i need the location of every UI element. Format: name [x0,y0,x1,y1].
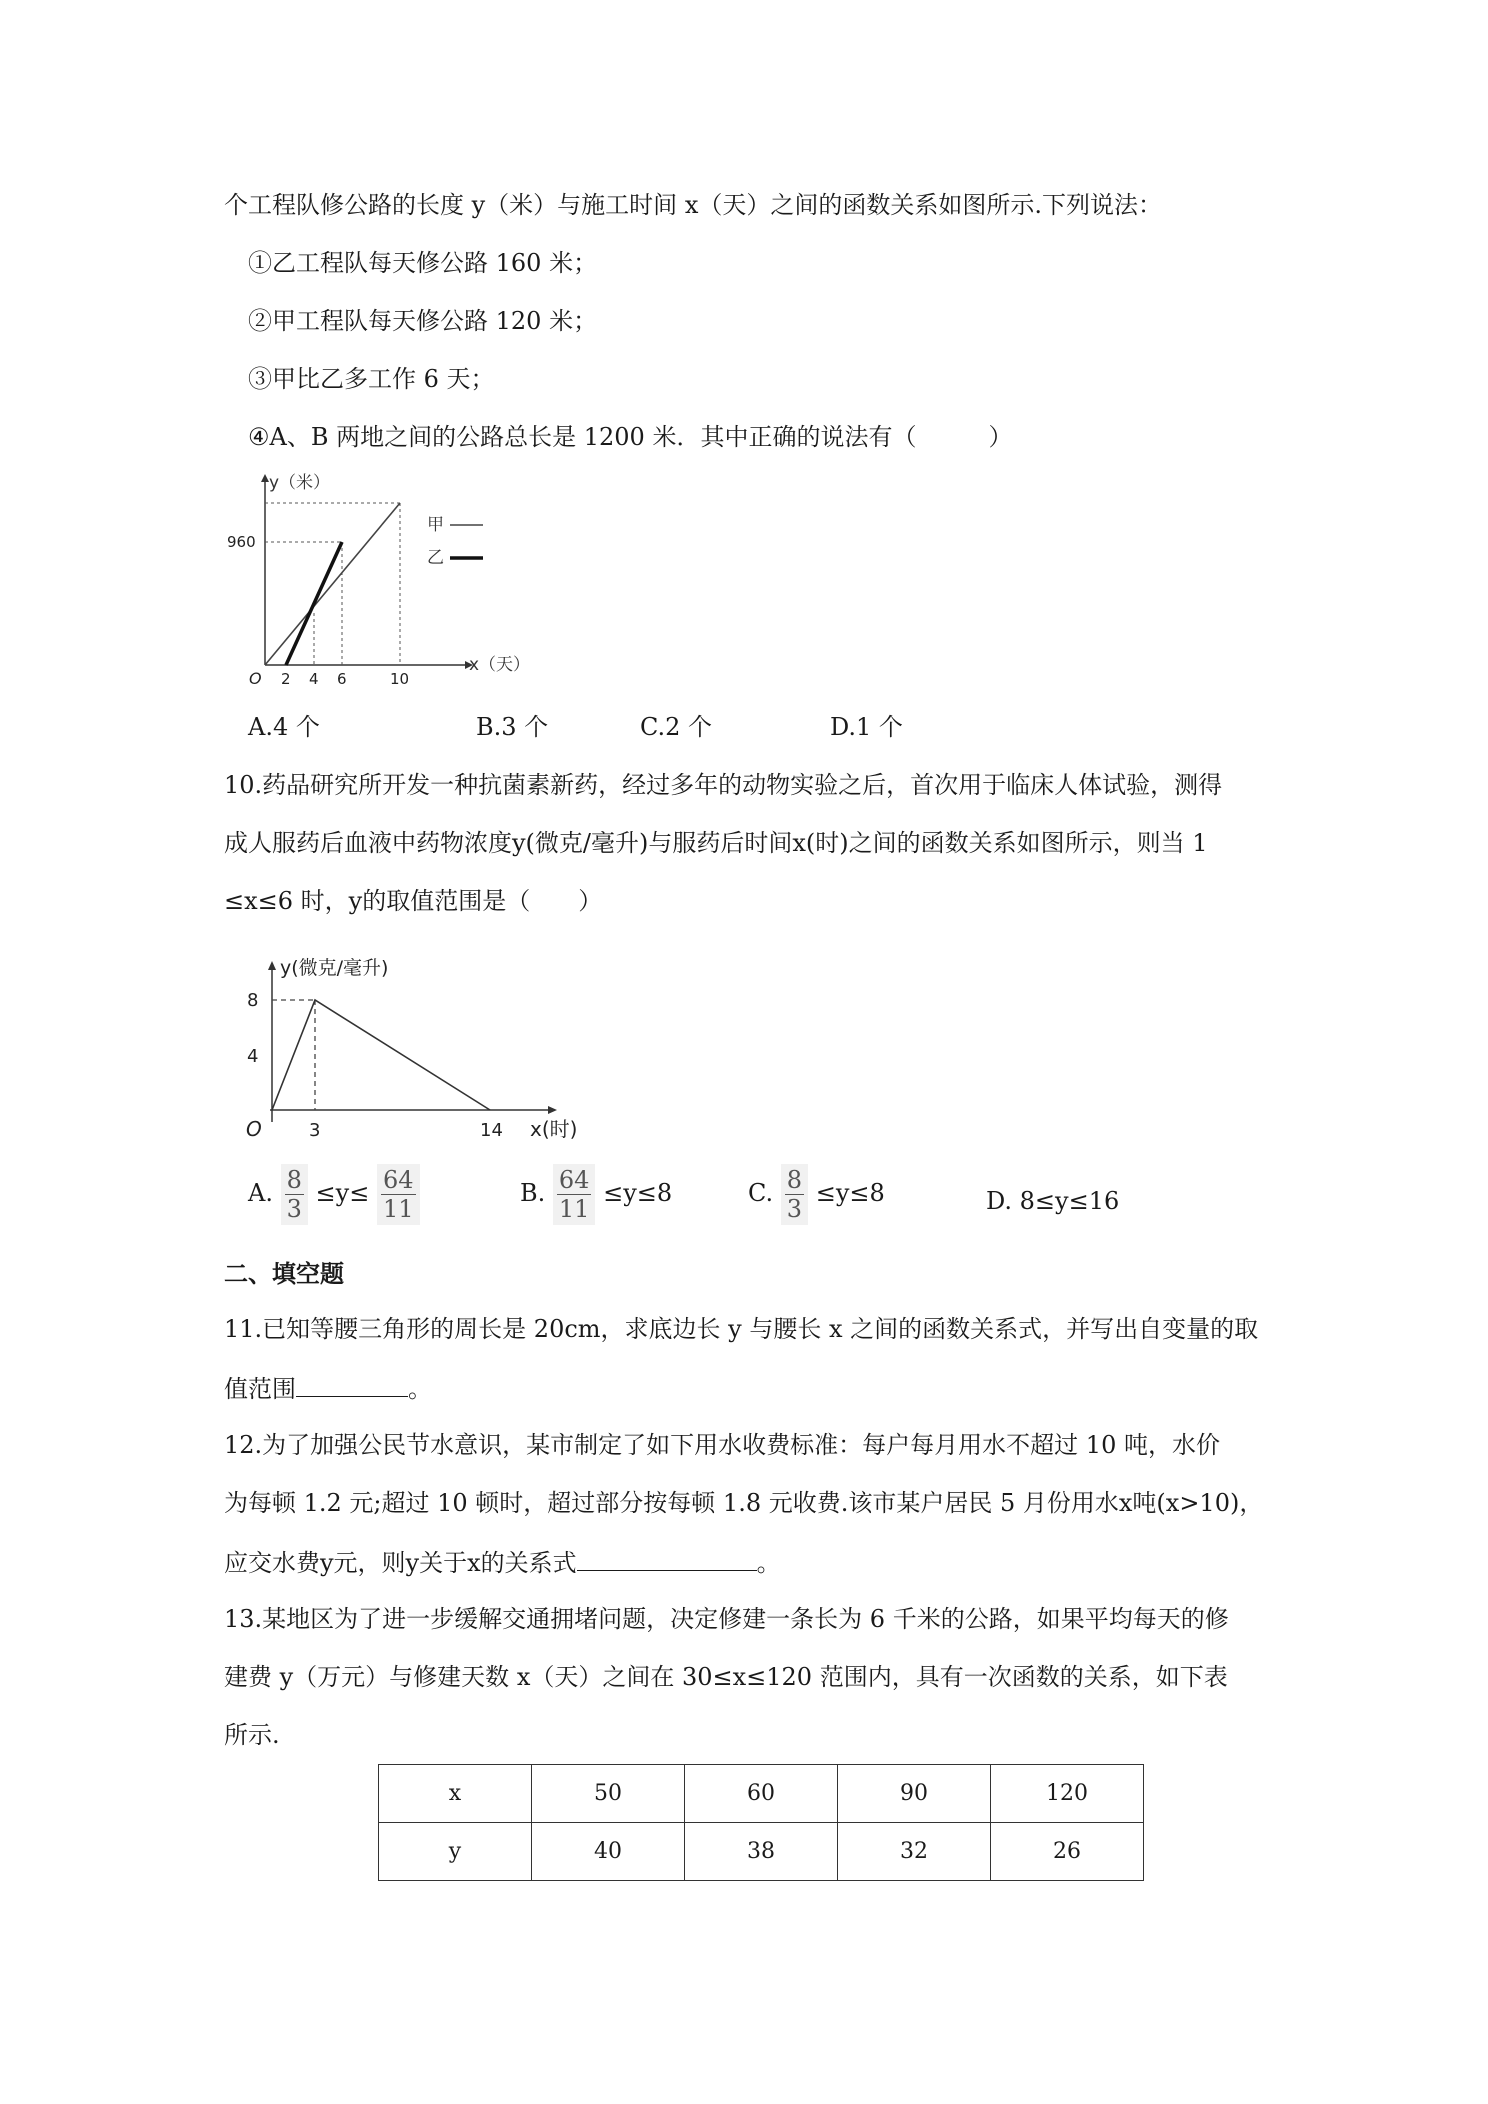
q10-line-2: 成人服药后血液中药物浓度y(微克/毫升)与服药后时间x(时)之间的函数关系如图所示，则当 1 [224,829,1208,857]
q13-line-3: 所示. [224,1721,280,1749]
q11-answer-blank[interactable] [296,1370,408,1397]
q10-option-d: D. 8≤y≤16 [986,1187,1120,1215]
q12-line-2: 为每顿 1.2 元;超过 10 顿时，超过部分按每顿 1.8 元收费.该市某户居民 5 月份用水x吨(x>10)， [224,1489,1264,1517]
q9-figure [225,470,555,690]
q9-option-c: C.2 个 [640,713,713,741]
q9-option-d: D.1 个 [830,713,903,741]
q9-statement-3: ③甲比乙多工作 6 天； [248,365,495,393]
q10-ytick-4: 4 [247,1046,259,1067]
q13-line-1: 13.某地区为了进一步缓解交通拥堵问题，决定修建一条长为 6 千米的公路，如果平均每天的修 [224,1605,1229,1633]
q11-line-2: 值范围 。 [224,1370,432,1406]
table-row [379,1823,1144,1881]
q10-option-c: C. $\frac{8}{3}$ ≤y≤8 [748,1166,885,1223]
q13-line-2: 建费 y（万元）与修建天数 x（天）之间在 30≤x≤120 范围内，具有一次函数的关系，如下表 [224,1663,1228,1691]
legend-yi-label: 乙 [427,548,444,568]
q10-ylabel: y(微克/毫升) [280,957,389,979]
q9-xtick-10: 10 [390,670,410,688]
q10-figure [232,952,602,1152]
table-cell: x [379,1765,532,1823]
table-cell: 40 [532,1823,685,1881]
q9-option-a: A.4 个 [248,713,320,741]
table-cell: 120 [991,1765,1144,1823]
q10-line-3: ≤x≤6 时，y的取值范围是（ ） [224,887,603,915]
q10-xtick-3: 3 [309,1120,321,1141]
q10-xlabel: x(时) [530,1117,578,1141]
q10-line-1: 10.药品研究所开发一种抗菌素新药，经过多年的动物实验之后，首次用于临床人体试验，测得 [224,771,1223,799]
table-cell: 38 [685,1823,838,1881]
table-cell: 90 [838,1765,991,1823]
q9-xtick-2: 2 [281,670,291,688]
q13-table [378,1764,1144,1881]
q10-xtick-14: 14 [480,1120,503,1141]
q11-line-1: 11.已知等腰三角形的周长是 20cm，求底边长 y 与腰长 x 之间的函数关系式，并写出自变量的取 [224,1315,1259,1343]
section-title: 二、填空题 [224,1260,344,1288]
q9-statement-1: ①乙工程队每天修公路 160 米； [248,249,598,277]
table-cell: 32 [838,1823,991,1881]
concentration-line [272,1000,490,1110]
q10-option-b: B. $\frac{64}{11}$ ≤y≤8 [520,1166,673,1223]
q10-ytick-8: 8 [247,990,259,1011]
q9-xlabel: x（天） [469,655,531,675]
table-row [379,1765,1144,1823]
legend-jia-label: 甲 [427,515,444,535]
q10-origin: O [246,1117,262,1141]
q9-option-b: B.3 个 [476,713,549,741]
table-cell: 26 [991,1823,1144,1881]
table-cell: 50 [532,1765,685,1823]
q12-line-1: 12.为了加强公民节水意识，某市制定了如下用水收费标准：每户每月用水不超过 10 吨，水价 [224,1431,1220,1459]
table-cell: y [379,1823,532,1881]
q9-ytick-960: 960 [227,533,256,551]
q10-option-a: A. $\frac{8}{3}$ ≤y≤ $\frac{64}{11}$ [248,1164,420,1225]
q9-origin: O [249,669,262,688]
q12-answer-blank[interactable] [577,1544,757,1571]
q9-xtick-4: 4 [309,670,319,688]
q12-line-3: 应交水费y元，则y关于x的关系式 。 [224,1544,781,1580]
q9-statement-2: ②甲工程队每天修公路 120 米； [248,307,598,335]
q9-xtick-6: 6 [337,670,347,688]
table-cell: 60 [685,1765,838,1823]
q9-statement-4: ④A、B 两地之间的公路总长是 1200 米．其中正确的说法有（ ） [248,423,1013,451]
q9-intro: 个工程队修公路的长度 y（米）与施工时间 x（天）之间的函数关系如图所示.下列说法： [224,191,1162,219]
q9-ylabel: y（米） [269,473,331,493]
